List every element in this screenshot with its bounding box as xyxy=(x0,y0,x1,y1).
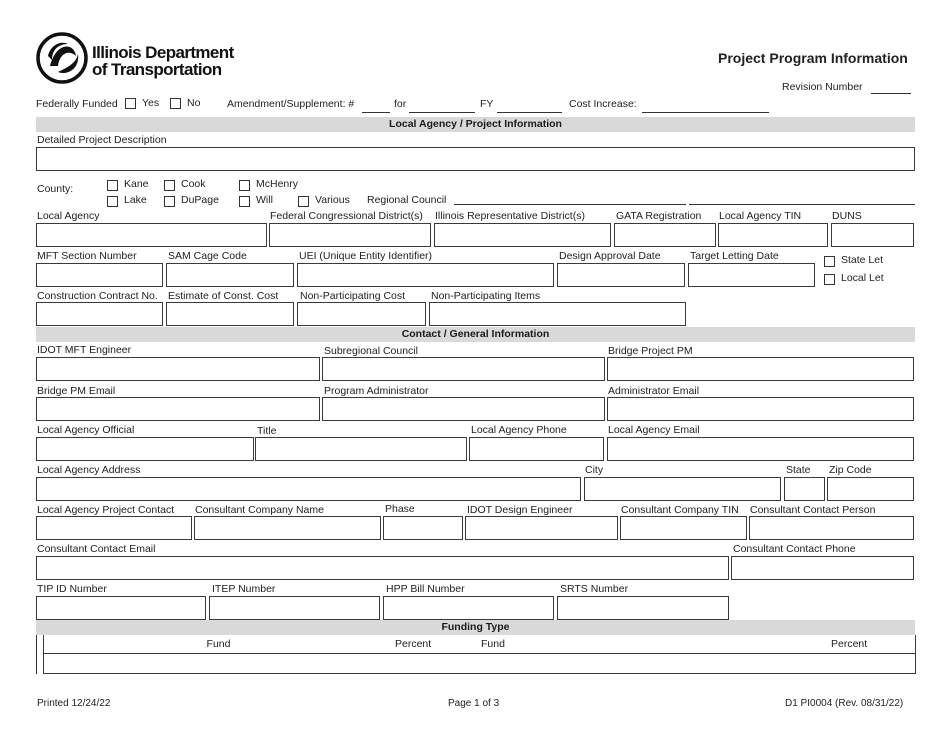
state-let-checkbox[interactable] xyxy=(824,256,835,267)
construction-contract-field[interactable] xyxy=(36,302,163,326)
non-participating-items-label: Non-Participating Items xyxy=(431,290,541,302)
idot-logo xyxy=(36,32,88,84)
percent-2-label: Percent xyxy=(831,638,868,650)
bridge-pm-email-label: Bridge PM Email xyxy=(37,385,116,397)
bridge-project-pm-label: Bridge Project PM xyxy=(608,345,693,357)
county-will-checkbox[interactable] xyxy=(239,196,250,207)
yes-label: Yes xyxy=(142,97,160,109)
local-agency-phone-field[interactable] xyxy=(469,437,604,461)
srts-label: SRTS Number xyxy=(560,583,629,595)
federal-congressional-label: Federal Congressional District(s) xyxy=(270,210,423,222)
local-let-checkbox[interactable] xyxy=(824,274,835,285)
local-agency-field[interactable] xyxy=(36,223,267,247)
consultant-tin-label: Consultant Company TIN xyxy=(621,504,739,516)
itep-label: ITEP Number xyxy=(212,583,276,595)
county-mchenry-label: McHenry xyxy=(256,178,299,190)
local-agency-address-label: Local Agency Address xyxy=(37,464,141,476)
zip-code-field[interactable] xyxy=(827,477,914,501)
state-let-label: State Let xyxy=(841,254,884,266)
la-project-contact-label: Local Agency Project Contact xyxy=(37,504,175,516)
mft-section-label: MFT Section Number xyxy=(37,250,137,262)
amendment-number-field[interactable] xyxy=(362,112,390,113)
consultant-company-label: Consultant Company Name xyxy=(195,504,324,516)
detailed-description-field[interactable] xyxy=(36,147,915,171)
idot-mft-engineer-label: IDOT MFT Engineer xyxy=(37,344,132,356)
county-various-checkbox[interactable] xyxy=(298,196,309,207)
percent-2-header-cell xyxy=(829,635,916,654)
phase-field[interactable] xyxy=(383,516,463,540)
state-label: State xyxy=(786,464,811,476)
fund-1-header-cell xyxy=(43,635,394,654)
duns-label: DUNS xyxy=(832,210,862,222)
estimate-cost-field[interactable] xyxy=(166,302,294,326)
form-id: D1 PI0004 (Rev. 08/31/22) xyxy=(785,698,904,709)
design-approval-label: Design Approval Date xyxy=(559,250,661,262)
mft-section-field[interactable] xyxy=(36,263,163,287)
county-dupage-label: DuPage xyxy=(181,194,219,206)
program-administrator-label: Program Administrator xyxy=(324,385,429,397)
tip-id-field[interactable] xyxy=(36,596,206,620)
bridge-pm-email-field[interactable] xyxy=(36,397,320,421)
agency-name: Illinois Department of Transportation xyxy=(92,43,234,79)
city-label: City xyxy=(585,464,604,476)
city-field[interactable] xyxy=(584,477,781,501)
sam-cage-field[interactable] xyxy=(166,263,294,287)
tip-id-label: TIP ID Number xyxy=(37,583,107,595)
srts-field[interactable] xyxy=(557,596,729,620)
local-agency-email-label: Local Agency Email xyxy=(608,424,700,436)
fy-field[interactable] xyxy=(497,112,562,113)
consultant-email-field[interactable] xyxy=(36,556,729,580)
hpp-bill-label: HPP Bill Number xyxy=(386,583,465,595)
printed-date: Printed 12/24/22 xyxy=(37,698,111,709)
county-mchenry-checkbox[interactable] xyxy=(239,180,250,191)
local-agency-official-field[interactable] xyxy=(36,437,254,461)
zip-code-label: Zip Code xyxy=(829,464,872,476)
for-label: for xyxy=(394,98,407,110)
cost-increase-label: Cost Increase: xyxy=(569,98,637,110)
county-kane-label: Kane xyxy=(124,178,149,190)
consultant-contact-person-field[interactable] xyxy=(749,516,914,540)
fy-label: FY xyxy=(480,98,494,110)
idot-mft-engineer-field[interactable] xyxy=(36,357,320,381)
consultant-email-label: Consultant Contact Email xyxy=(37,543,156,555)
idot-logo-icon xyxy=(36,32,88,84)
gata-label: GATA Registration xyxy=(616,210,702,222)
for-field[interactable] xyxy=(409,112,475,113)
construction-contract-label: Construction Contract No. xyxy=(37,290,158,302)
county-lake-checkbox[interactable] xyxy=(107,196,118,207)
local-agency-official-label: Local Agency Official xyxy=(37,424,135,436)
local-agency-tin-field[interactable] xyxy=(718,223,828,247)
sam-cage-label: SAM Cage Code xyxy=(168,250,247,262)
illinois-representative-label: Illinois Representative District(s) xyxy=(435,210,585,222)
percent-1-field[interactable] xyxy=(393,653,480,674)
detailed-description-label: Detailed Project Description xyxy=(37,134,167,146)
idot-design-engineer-label: IDOT Design Engineer xyxy=(467,504,573,516)
cost-increase-field[interactable] xyxy=(642,112,769,113)
federally-funded-yes-checkbox[interactable] xyxy=(125,98,136,109)
consultant-tin-field[interactable] xyxy=(620,516,747,540)
section-funding-header: Funding Type xyxy=(36,620,915,635)
federally-funded-label: Federally Funded xyxy=(36,98,118,110)
consultant-company-field[interactable] xyxy=(194,516,381,540)
regional-council-field[interactable] xyxy=(454,204,686,205)
fund-2-header-cell xyxy=(479,635,830,654)
local-agency-phone-label: Local Agency Phone xyxy=(471,424,567,436)
design-approval-field[interactable] xyxy=(557,263,685,287)
fund-1-label: Fund xyxy=(206,638,231,650)
subregional-council-label: Subregional Council xyxy=(324,345,418,357)
county-will-label: Will xyxy=(256,194,273,206)
uei-label: UEI (Unique Entity Identifier) xyxy=(299,250,433,262)
federally-funded-no-checkbox[interactable] xyxy=(170,98,181,109)
target-letting-label: Target Letting Date xyxy=(690,250,779,262)
county-label: County: xyxy=(37,183,74,195)
section-local-agency-header: Local Agency / Project Information xyxy=(36,117,915,132)
fund-2-field[interactable] xyxy=(479,653,830,674)
fund-1-field[interactable] xyxy=(43,653,394,674)
local-agency-email-field[interactable] xyxy=(607,437,914,461)
program-administrator-field[interactable] xyxy=(322,397,605,421)
title-label: Title xyxy=(257,425,277,437)
administrator-email-label: Administrator Email xyxy=(608,385,700,397)
target-letting-field[interactable] xyxy=(688,263,815,287)
illinois-representative-field[interactable] xyxy=(434,223,611,247)
uei-field[interactable] xyxy=(297,263,554,287)
section-contact-header: Contact / General Information xyxy=(36,327,915,342)
consultant-phone-field[interactable] xyxy=(731,556,914,580)
non-participating-cost-field[interactable] xyxy=(297,302,426,326)
hpp-bill-field[interactable] xyxy=(383,596,554,620)
local-let-label: Local Let xyxy=(841,272,884,284)
local-agency-address-field[interactable] xyxy=(36,477,581,501)
percent-1-label: Percent xyxy=(395,638,432,650)
idot-design-engineer-field[interactable] xyxy=(465,516,618,540)
itep-field[interactable] xyxy=(209,596,380,620)
estimate-cost-label: Estimate of Const. Cost xyxy=(168,290,279,302)
various-counties-field[interactable] xyxy=(689,204,915,205)
administrator-email-field[interactable] xyxy=(607,397,914,421)
percent-2-field[interactable] xyxy=(829,653,916,674)
regional-council-label: Regional Council xyxy=(367,194,447,206)
non-participating-items-field[interactable] xyxy=(429,302,686,326)
county-dupage-checkbox[interactable] xyxy=(164,196,175,207)
phase-label: Phase xyxy=(385,503,415,515)
consultant-phone-label: Consultant Contact Phone xyxy=(733,543,856,555)
no-label: No xyxy=(187,97,201,109)
consultant-contact-person-label: Consultant Contact Person xyxy=(750,504,876,516)
subregional-council-field[interactable] xyxy=(322,357,605,381)
funding-table xyxy=(36,635,915,674)
fund-2-label: Fund xyxy=(481,638,505,650)
title-field[interactable] xyxy=(255,437,467,461)
amendment-label: Amendment/Supplement: # xyxy=(227,98,355,110)
percent-1-header-cell xyxy=(393,635,480,654)
revision-number-field[interactable] xyxy=(871,93,911,94)
revision-number-label: Revision Number xyxy=(782,81,863,93)
county-cook-checkbox[interactable] xyxy=(164,180,175,191)
county-lake-label: Lake xyxy=(124,194,147,206)
bridge-project-pm-field[interactable] xyxy=(607,357,914,381)
county-various-label: Various xyxy=(315,194,350,206)
state-field[interactable] xyxy=(784,477,825,501)
non-participating-cost-label: Non-Participating Cost xyxy=(300,290,406,302)
la-project-contact-field[interactable] xyxy=(36,516,192,540)
duns-field[interactable] xyxy=(831,223,914,247)
county-cook-label: Cook xyxy=(181,178,206,190)
local-agency-tin-label: Local Agency TIN xyxy=(719,210,802,222)
federal-congressional-field[interactable] xyxy=(269,223,431,247)
gata-field[interactable] xyxy=(614,223,716,247)
local-agency-label: Local Agency xyxy=(37,210,100,222)
county-kane-checkbox[interactable] xyxy=(107,180,118,191)
page-title: Project Program Information xyxy=(718,50,908,66)
page-number: Page 1 of 3 xyxy=(448,698,500,709)
